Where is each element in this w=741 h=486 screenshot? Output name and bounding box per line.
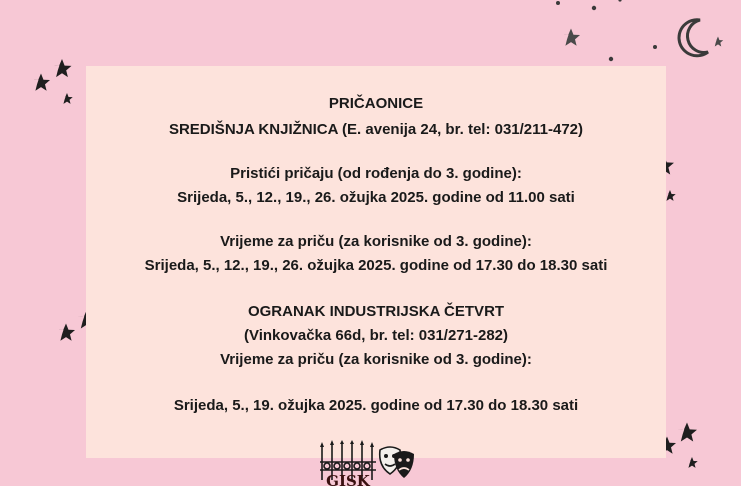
session-2-schedule: Srijeda, 5., 12., 19., 26. ožujka 2025. godine od 17.30 do 18.30 sati <box>144 257 608 274</box>
session-1-title: Pristići pričaju (od rođenja do 3. godine): <box>230 165 522 182</box>
session-2-title: Vrijeme za priču (za korisnike od 3. godine): <box>220 233 532 250</box>
library-logo <box>318 440 416 486</box>
dot-icon <box>618 0 621 2</box>
logo-text: GISK <box>326 472 370 486</box>
central-library-address: SREDIŠNJA KNJIŽNICA (E. avenija 24, br. tel: 031/211-472) <box>168 121 584 138</box>
star-icon <box>677 423 697 442</box>
star-icon <box>562 29 580 46</box>
star-icon <box>61 93 72 104</box>
info-card <box>86 66 666 458</box>
dot-icon <box>653 45 657 49</box>
crescent-moon-icon <box>679 20 708 56</box>
session-1-schedule: Srijeda, 5., 12., 19., 26. ožujka 2025. godine od 11.00 sati <box>177 189 575 206</box>
star-icon <box>57 324 75 341</box>
star-icon <box>53 59 72 77</box>
star-icon <box>713 37 723 47</box>
dot-icon <box>609 57 613 61</box>
title-heading: PRIČAONICE <box>328 95 424 112</box>
star-icon <box>686 457 697 468</box>
star-icon <box>664 190 675 201</box>
session-3-title: Vrijeme za priču (za korisnike od 3. godine): <box>220 351 532 368</box>
session-3-schedule: Srijeda, 5., 19. ožujka 2025. godine od 17.30 do 18.30 sati <box>173 397 579 414</box>
branch-heading: OGRANAK INDUSTRIJSKA ČETVRT <box>247 303 505 320</box>
branch-address: (Vinkovačka 66d, br. tel: 031/271-282) <box>243 327 509 344</box>
dot-icon <box>556 1 560 5</box>
star-icon <box>32 74 50 91</box>
dot-icon <box>592 6 596 10</box>
